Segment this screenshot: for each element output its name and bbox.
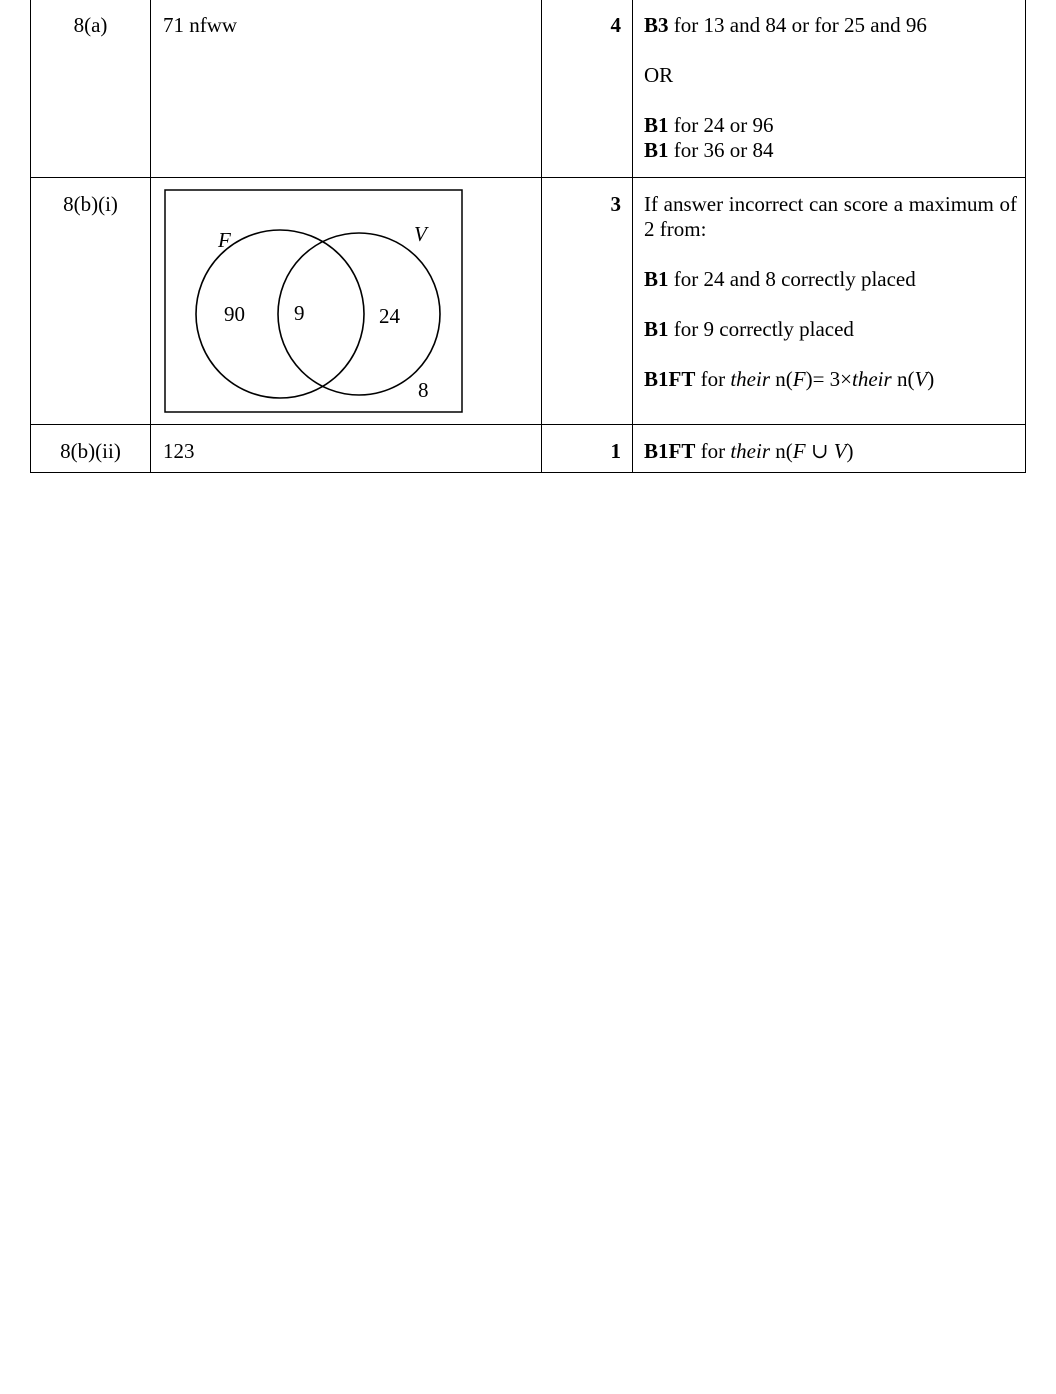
venn-diagram: [151, 178, 542, 424]
guidance-text: n(: [770, 439, 793, 463]
answer-cell: 71 nfww: [151, 0, 542, 178]
marks-cell: 1: [542, 425, 633, 473]
guidance-cell: [633, 0, 1026, 178]
region-only-v: 24: [379, 304, 400, 328]
set-v-label: V: [414, 222, 427, 246]
guidance-line: [644, 13, 1017, 38]
guidance-line: [644, 113, 1017, 138]
marks-cell: 4: [542, 0, 633, 178]
guidance-text: ): [927, 367, 935, 391]
union-symbol: ∪: [805, 439, 834, 463]
guidance-text: for: [695, 367, 731, 391]
set-f-label: F: [218, 228, 231, 252]
guidance-line: [644, 367, 1017, 392]
guidance-text: for: [695, 439, 731, 463]
guidance-text: )= 3×: [805, 367, 853, 391]
set-symbol: V: [914, 367, 928, 391]
question-number: 8(b)(i): [31, 178, 151, 425]
guidance-text: n(: [770, 367, 793, 391]
set-symbol: F: [792, 439, 806, 463]
guidance-line: [644, 138, 1017, 163]
guidance-intro: If answer incorrect can score a maximum of 2 from:: [644, 192, 1017, 241]
mark-code: B1: [644, 317, 669, 341]
set-symbol: V: [833, 439, 847, 463]
question-number: 8(a): [31, 0, 151, 178]
mark-code: B3: [644, 13, 669, 37]
guidance-text: for 24 or 96: [668, 113, 774, 137]
region-both: 9: [294, 301, 305, 325]
guidance-text: ): [846, 439, 854, 463]
question-number: 8(b)(ii): [31, 425, 151, 473]
region-only-f: 90: [224, 302, 245, 326]
marks-cell: 3: [542, 178, 633, 425]
answer-cell: [151, 178, 542, 425]
guidance-cell: [633, 178, 1026, 425]
their-word: their: [730, 439, 771, 463]
mark-code: B1FT: [644, 439, 696, 463]
guidance-text: for 36 or 84: [668, 138, 774, 162]
set-f-circle: [196, 230, 364, 398]
table-row-8bi: [31, 178, 1026, 425]
guidance-cell: [633, 425, 1026, 473]
guidance-line: [644, 439, 1017, 464]
their-word: their: [730, 367, 771, 391]
their-word: their: [852, 367, 892, 391]
guidance-text: for 9 correctly placed: [668, 317, 854, 341]
table-row-8a: [31, 0, 1026, 178]
mark-code: B1: [644, 113, 669, 137]
region-outside: 8: [418, 378, 429, 402]
guidance-line: [644, 267, 1017, 292]
guidance-line: [644, 317, 1017, 342]
mark-code: B1FT: [644, 367, 696, 391]
guidance-text: for 13 and 84 or for 25 and 96: [668, 13, 927, 37]
answer-cell: 123: [151, 425, 542, 473]
mark-code: B1: [644, 267, 669, 291]
guidance-text: n(: [891, 367, 915, 391]
set-symbol: F: [792, 367, 806, 391]
guidance-or: OR: [644, 63, 674, 87]
table-row-8bii: [31, 425, 1026, 473]
mark-scheme-table: [30, 0, 1026, 473]
guidance-text: for 24 and 8 correctly placed: [668, 267, 916, 291]
mark-code: B1: [644, 138, 669, 162]
